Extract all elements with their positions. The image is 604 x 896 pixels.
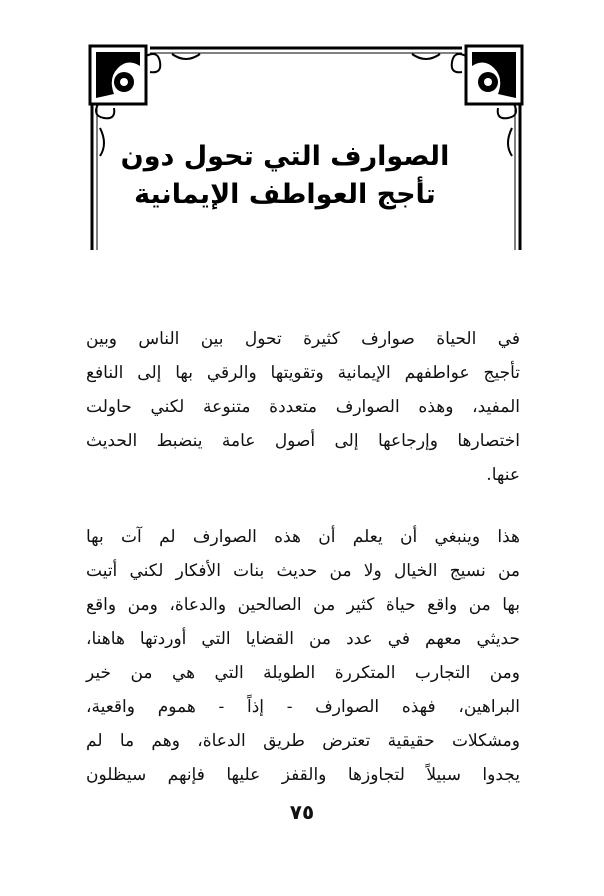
paragraph-line: بها من واقع حياة كثير من الصالحين والدعاة، ومن واقع (86, 595, 520, 615)
paragraph-line: ومشكلات حقيقية تعترض طريق الدعاة، وهم ما لم (86, 731, 520, 751)
paragraph-line: هذا وينبغي أن يعلم أن هذه الصوارف لم آت بها (86, 527, 520, 547)
paragraph-line: ومن التجارب المتكررة الطويلة التي هي من خير (86, 663, 520, 683)
paragraph-1 (86, 322, 520, 492)
paragraph-line: حديثي معهم في عدد من القضايا التي أوردتها هاهنا، (86, 629, 520, 649)
paragraph-line: يجدوا سبيلاً لتجاوزها والقفز عليها فإنهم سيظلون (86, 765, 520, 785)
chapter-heading (120, 138, 450, 214)
page-number: ٧٥ (289, 800, 315, 824)
paragraph-line: في الحياة صوارف كثيرة تحول بين الناس وبين (86, 329, 520, 349)
paragraph-line: من نسيج الخيال ولا من حديث بنات الأفكار لكني أتيت (86, 561, 520, 581)
paragraph-line: عنها. (486, 465, 520, 485)
paragraph-line: البراهين، فهذه الصوارف - إذاً - هموم واقعية، (86, 697, 520, 717)
heading-line-2: تأجج العواطف الإيمانية (134, 179, 436, 210)
paragraph-2 (86, 520, 520, 792)
heading-line-1: الصوارف التي تحول دون (120, 141, 450, 172)
paragraph-line: اختصارها وإرجاعها إلى أصول عامة ينضبط الحديث (86, 431, 520, 451)
paragraph-line: المفيد، وهذه الصوارف متعددة متنوعة لكني حاولت (86, 397, 520, 417)
paragraph-line: تأجيج عواطفهم الإيمانية وتقويتها والرقي بها إلى النافع (86, 363, 520, 383)
